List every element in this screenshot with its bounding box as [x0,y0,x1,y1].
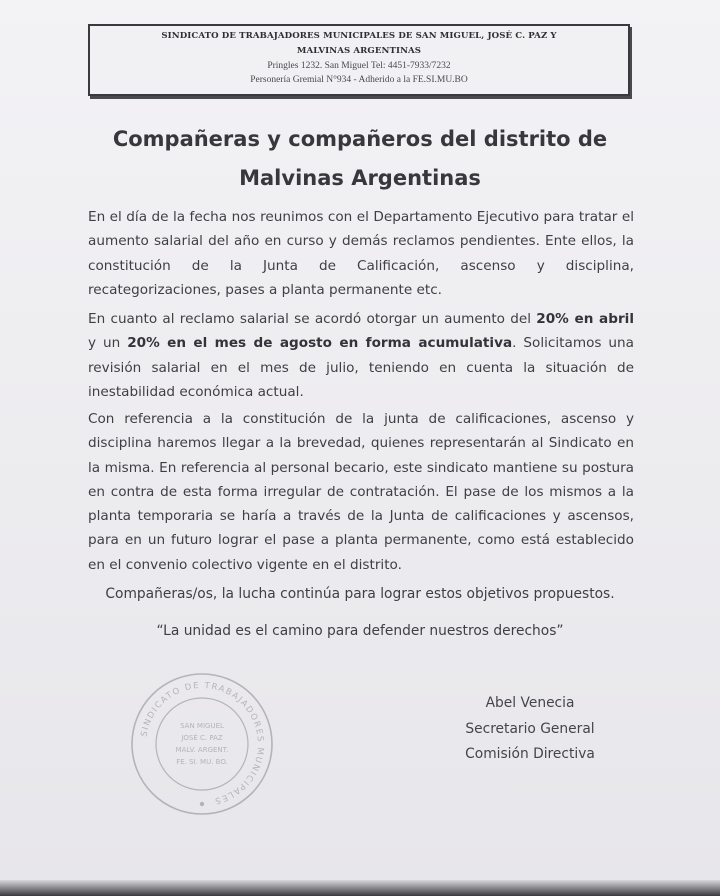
paragraph-meeting: En el día de la fecha nos reunimos con el Departamento Ejecutivo para tratar el aumento salarial del año en curso y demás reclamos pendientes. Ente ellos, la constitución de la Junta de Calificación, ascenso y disciplina, recategorizaciones, pases a planta permanente etc. [88,209,634,298]
seal-center-line2: JOSÉ C. PAZ [181,734,223,742]
salary-text-a: En cuanto al reclamo salarial se acordó otorgar un aumento del [88,311,537,327]
title-line2: Malvinas Argentinas [239,166,481,190]
letterhead-address: Pringles 1232. San Miguel Tel: 4451-7933/7232 [267,61,451,71]
union-seal-stamp [128,670,276,818]
signature-body: Comisión Directiva [465,746,595,762]
seal-center-line1: SAN MIGUEL [180,722,224,730]
seal-center-line4: FE. SI. MU. BO. [176,758,228,766]
seal-ring-text: SINDICATO DE TRABAJADORES MUNICIPALES [139,680,266,806]
salary-april-bold: 20% en abril [536,311,634,327]
closing-quote: “La unidad es el camino para defender nuestros derechos” [156,623,564,639]
salary-text-c: . Solicitamos una revisión salarial en el mes de julio, teniendo en cuenta la situación de inestabilidad económica actual. [88,335,634,400]
seal-center-line3: MALV. ARGENT. [175,746,229,754]
letterhead [88,24,630,96]
salary-august-bold: 20% en el mes de agosto en forma acumulativa [127,335,513,352]
closing-line: Compañeras/os, la lucha continúa para lograr estos objetivos propuestos. [105,586,615,602]
salary-text-b: y un [88,335,128,352]
signature-block [445,691,615,768]
svg-text:SINDICATO DE TRABAJADORES MUNI [139,681,265,806]
page-bottom-edge [0,880,720,896]
letterhead-org-line1: SINDICATO DE TRABAJADORES MUNICIPALES DE SAN MIGUEL, JOSÉ C. PAZ Y [161,31,557,41]
paragraph-junta: Con referencia a la constitución de la junta de calificaciones, ascenso y disciplina haremos llegar a la brevedad, quienes representarán al Sindicato en la misma. En referencia al personal becario, este sindicato mantiene su postura en contra de esta forma irregular de contratación. El pase de los mismos a la planta temporaria se haría a través de la Junta de calificaciones y ascensos, para en un futuro lograr el pase a planta permanente, como está establecido en el convenio colectivo vigente en el distrito. [88,411,634,573]
seal-star-icon [200,802,204,806]
title-line1: Compañeras y compañeros del distrito de [112,127,608,151]
paragraph-salary [88,307,634,404]
signature-name: Abel Venecia [485,695,575,711]
signature-role: Secretario General [465,720,595,737]
letterhead-org-line2: MALVINAS ARGENTINAS [296,46,422,56]
letterhead-registration: Personería Gremial N°934 - Adherido a la FE.SI.MU.BO [250,75,468,85]
